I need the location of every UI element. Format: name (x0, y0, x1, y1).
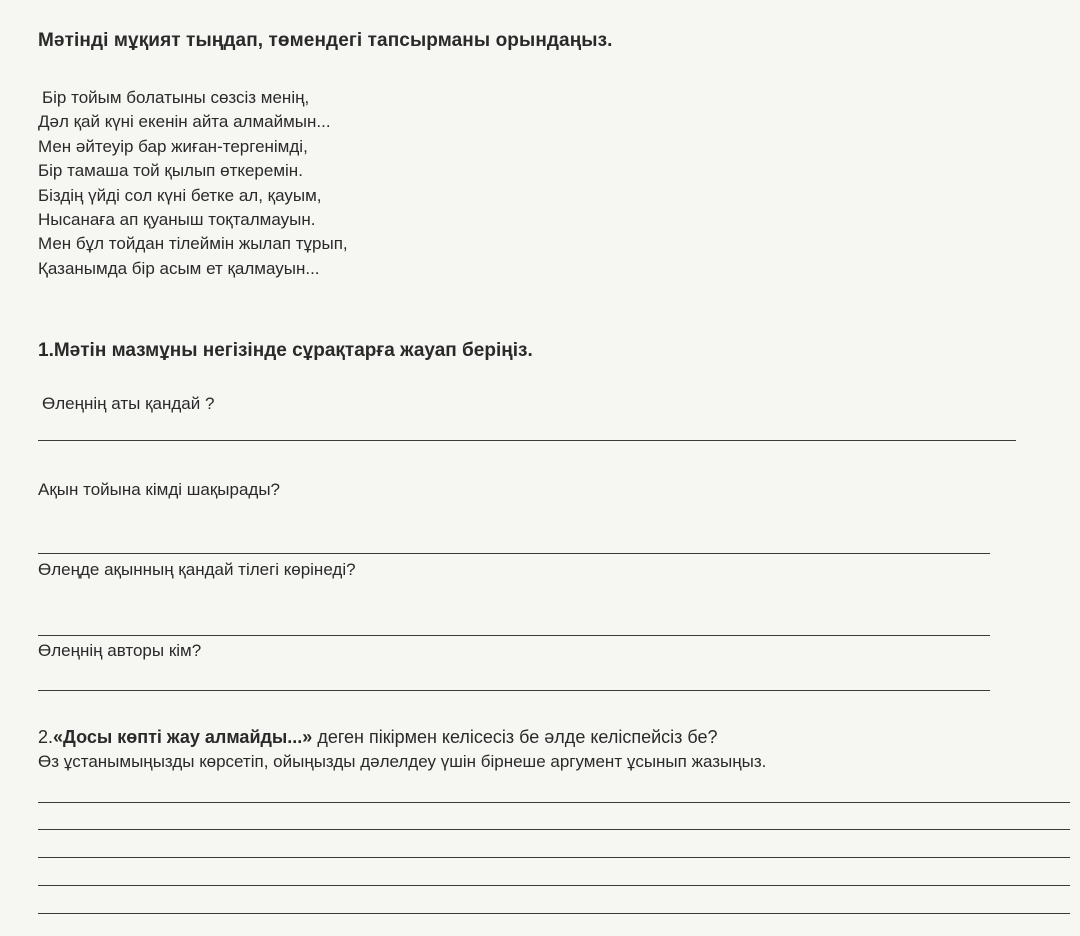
question-guests: Ақын тойына кімді шақырады? (38, 480, 281, 499)
poem-line: Мен бұл тойдан тілеймін жылап тұрып, (38, 234, 348, 254)
poem-line: Қазанымда бір асым ет қалмауын... (38, 258, 320, 278)
answer-line-4[interactable] (38, 690, 990, 691)
answer-line-3[interactable] (38, 635, 990, 636)
question-poem-title: Өлеңнің аты қандай ? (42, 394, 215, 413)
answer-line-1[interactable] (38, 440, 1016, 441)
essay-line[interactable] (38, 802, 1070, 803)
poem-line: Мен әйтеуір бар жиған-тергенімді, (38, 136, 308, 156)
answer-line-2[interactable] (38, 553, 990, 554)
poem-line: Нысанаға ап қуаныш тоқталмауын. (38, 210, 316, 230)
essay-line[interactable] (38, 829, 1070, 830)
poem-line: Бір тойым болатыны сөзсіз менің, (42, 88, 310, 107)
task2-instruction: Өз ұстанымыңызды көрсетіп, ойыңызды дәлелдеу үшін бірнеше аргумент ұсынып жазыңыз. (38, 752, 767, 771)
task2-number: 2. (38, 727, 54, 747)
poem-line: Дәл қай күні екенін айта алмаймын... (38, 112, 331, 132)
task2-question-text: деген пікірмен келісесіз бе әлде келіспейсіз бе? (312, 727, 718, 747)
task2-quote: «Досы көпті жау алмайды...» (53, 727, 313, 747)
question-author: Өлеңнің авторы кім? (38, 641, 202, 660)
essay-line[interactable] (38, 885, 1070, 886)
poem-line: Бір тамаша той қылып өткеремін. (38, 161, 303, 181)
poem-line: Біздің үйді сол күні бетке ал, қауым, (38, 185, 322, 205)
poem-text (38, 86, 348, 281)
essay-line[interactable] (38, 913, 1070, 914)
task1-title: 1.Мәтін мазмұны негізінде сұрақтарға жауап беріңіз. (38, 340, 533, 361)
task2-question (38, 727, 718, 748)
essay-line[interactable] (38, 857, 1070, 858)
instruction-heading: Мәтінді мұқият тыңдап, төмендегі тапсырманы орындаңыз. (38, 30, 613, 51)
question-wish: Өлеңде ақынның қандай тілегі көрінеді? (38, 560, 356, 579)
